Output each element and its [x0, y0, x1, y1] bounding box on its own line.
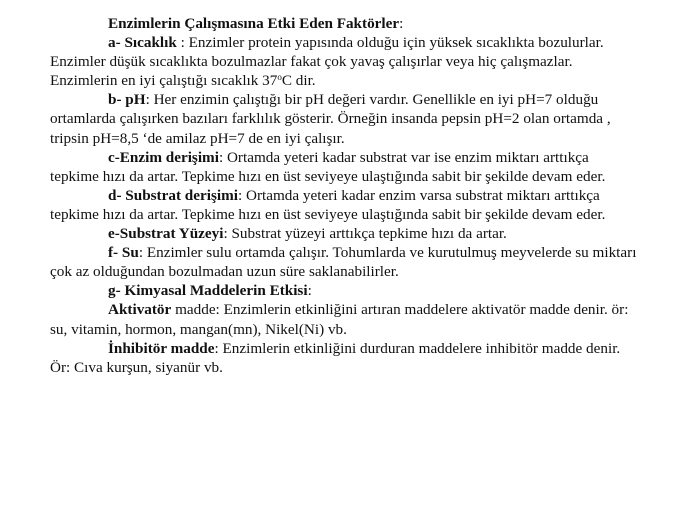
section-label: b- pH: [108, 91, 146, 109]
section-text: : Her enzimin çalıştığı bir pH değeri vardır. Genellikle en iyi pH=7 olduğu ortamlarda çalışırken bazıları farklılık gösterir. Örneğin insanda pepsin pH=2 olan ortamda , tripsin pH=8,5 ‘de amilaz pH=7 de en iyi çalışır.: [50, 91, 611, 147]
title-colon: :: [399, 15, 404, 32]
paragraph-substrat-derisimi: [50, 186, 640, 224]
paragraph-kimyasal-maddeler: [50, 281, 640, 300]
section-label: f- Su: [108, 244, 139, 262]
section-text: : Enzimler sulu ortamda çalışır. Tohumlarda ve kurutulmuş meyvelerde su miktarı çok az olduğundan bozulmadan uzun süre saklanabilirler.: [50, 244, 637, 281]
paragraph-substrat-yuzeyi: [50, 224, 640, 243]
section-text: : Substrat yüzeyi arttıkça tepkime hızı da artar.: [223, 225, 507, 243]
paragraph-aktivator: [50, 300, 640, 338]
paragraph-inhibitor: [50, 339, 640, 377]
section-label: a- Sıcaklık: [108, 34, 177, 52]
section-label: d- Substrat derişimi: [108, 186, 238, 204]
section-text: : Ortamda yeteri kadar enzim varsa substrat miktarı arttıkça tepkime hızı da artar. Tepkime hızı en üst seviyeye ulaştığında sabit bir şekilde devam eder.: [50, 186, 606, 223]
title-heading: Enzimlerin Çalışmasına Etki Eden Faktörler: [108, 15, 400, 32]
section-label: İnhibitör madde: [108, 339, 215, 357]
section-text: : Enzimler protein yapısında olduğu için yüksek sıcaklıkta bozulurlar. Enzimler düşük sıcaklıkta bozulmazlar fakat çok yavaş çalışırlar veya hiç çalışmazlar. Enzimlerin en iyi çalıştığı sıcaklık 37: [50, 34, 604, 90]
document-body: [50, 14, 640, 377]
paragraph-su: [50, 243, 640, 281]
paragraph-enzim-derisimi: [50, 148, 640, 186]
section-text: madde: Enzimlerin etkinliğini artıran maddelere aktivatör madde denir. ör: su, vitamin, hormon, mangan(mn), Nikel(Ni) vb.: [50, 301, 629, 338]
document-title: [50, 14, 640, 33]
section-text: C dir.: [281, 72, 316, 90]
paragraph-ph: [50, 90, 640, 147]
section-text: : Ortamda yeteri kadar substrat var ise enzim miktarı arttıkça tepkime hızı da artar. Tepkime hızı en üst seviyeye ulaştığında sabit bir şekilde devam eder.: [50, 148, 606, 185]
section-text: :: [307, 282, 312, 300]
paragraph-sicaklik: [50, 33, 640, 90]
section-label: c-Enzim derişimi: [108, 148, 219, 166]
degree-superscript: o: [277, 72, 282, 83]
section-label: Aktivatör: [108, 301, 172, 319]
section-label: e-Substrat Yüzeyi: [108, 225, 224, 243]
section-text: : Enzimlerin etkinliğini durduran maddelere inhibitör madde denir. Ör: Cıva kurşun, siyanür vb.: [50, 339, 621, 376]
section-label: g- Kimyasal Maddelerin Etkisi: [108, 282, 308, 300]
